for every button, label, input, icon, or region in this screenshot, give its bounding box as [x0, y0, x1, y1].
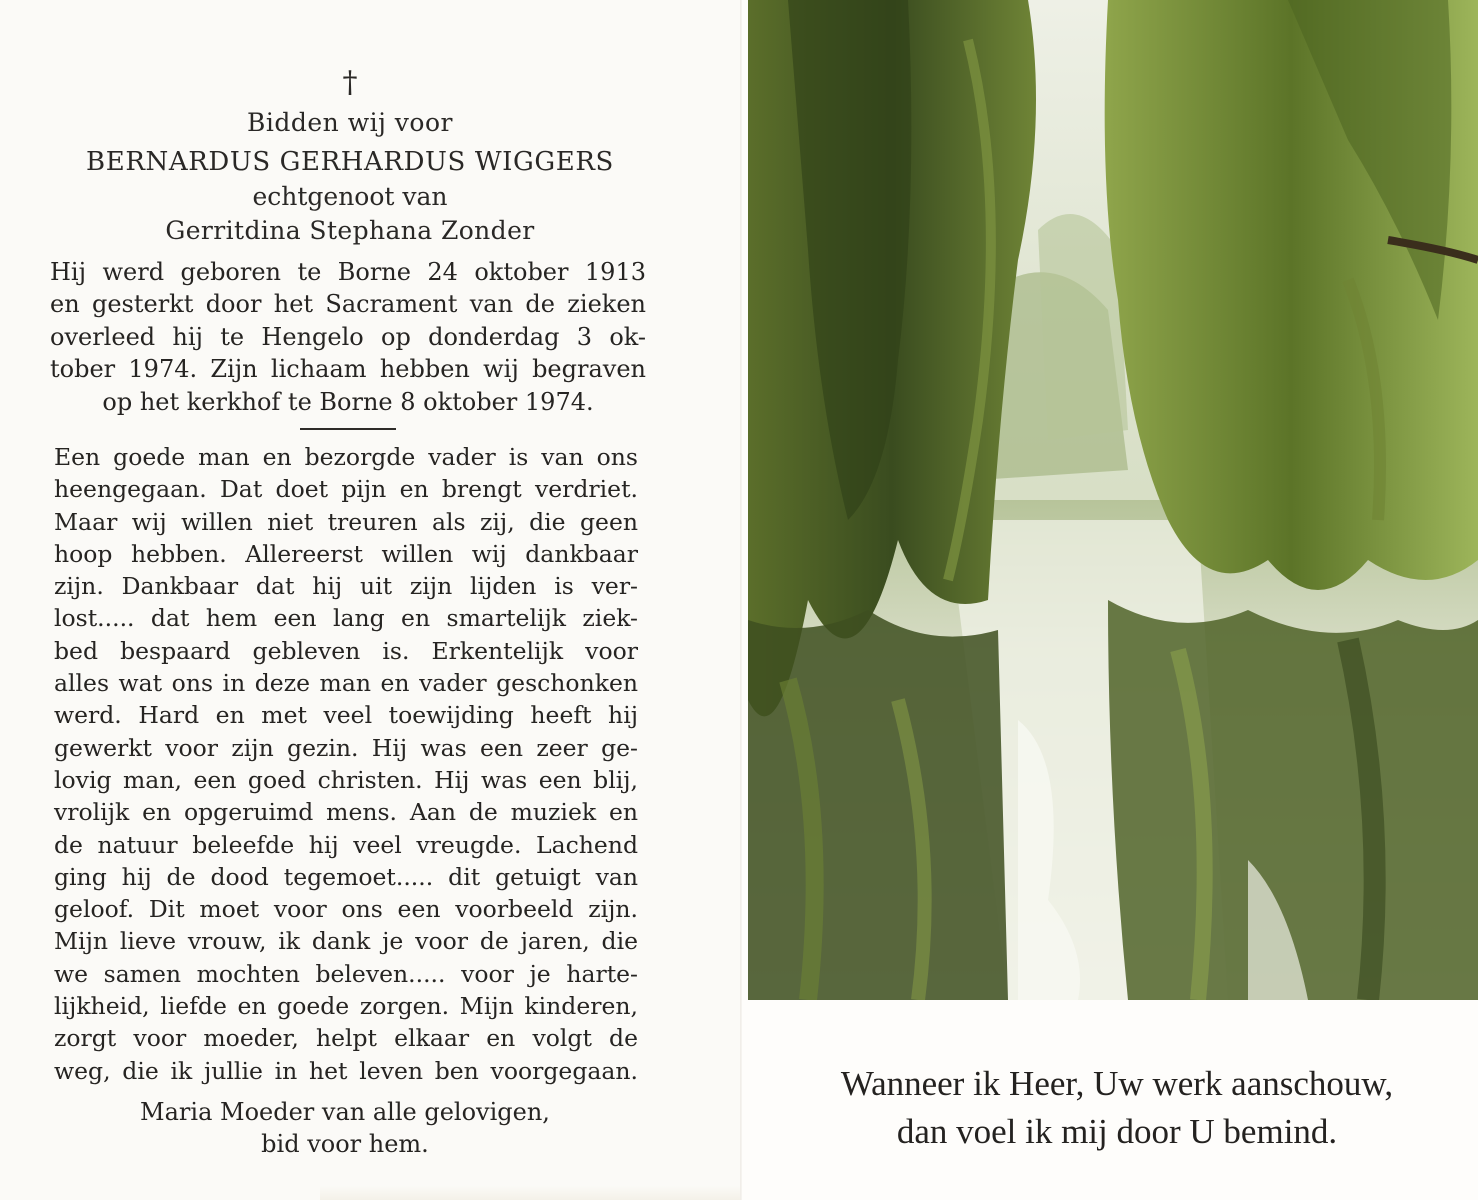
memorial-line: Een goede man en bezorgde vader is van ons	[54, 443, 638, 471]
memorial-line: lost..... dat hem een lang en smartelijk ziek-	[54, 604, 638, 633]
closing-prayer-line: bid voor hem.	[261, 1130, 429, 1158]
memorial-line: alles wat ons in deze man en vader geschonken	[54, 669, 638, 698]
bio-line: op het kerkhof te Borne 8 oktober 1974.	[102, 387, 594, 416]
cross-icon: †	[342, 65, 358, 100]
memorial-line: geloof. Dit moet voor ons een voorbeeld zijn.	[54, 895, 638, 924]
memorial-line: de natuur beleefde hij veel vreugde. Lachend	[54, 830, 638, 859]
spouse-name: Gerritdina Stephana Zonder	[165, 216, 535, 245]
deceased-name: BERNARDUS GERHARDUS WIGGERS	[86, 147, 614, 177]
biography-paragraph	[50, 256, 646, 418]
bio-line: overleed hij te Hengelo op donderdag 3 ok-	[50, 322, 646, 351]
memorial-line: lijkheid, liefde en goede zorgen. Mijn kinderen,	[54, 992, 638, 1021]
memorial-line: weg, die ik jullie in het leven ben voorgegaan.	[54, 1056, 638, 1085]
memorial-line: gewerkt voor zijn gezin. Hij was een zeer ge-	[54, 733, 638, 762]
willow-pond-photo	[748, 0, 1478, 1000]
verse-line: Wanneer ik Heer, Uw werk aanschouw,	[840, 1064, 1394, 1103]
willow-pond-illustration	[748, 0, 1478, 1000]
verse-line: dan voel ik mij door U bemind.	[896, 1112, 1338, 1151]
memorial-text-paragraph	[54, 441, 638, 1087]
memorial-line: Mijn lieve vrouw, ik dank je voor de jaren, die	[54, 927, 638, 956]
memorial-line: ging hij de dood tegemoet..... dit getuigt van	[54, 862, 638, 891]
closing-prayer-line: Maria Moeder van alle gelovigen,	[140, 1098, 550, 1126]
memorial-line: heengegaan. Dat doet pijn en brengt verdriet.	[54, 475, 638, 504]
memorial-line: Maar wij willen niet treuren als zij, die geen	[54, 507, 638, 536]
memorial-line: we samen mochten beleven..... voor je harte-	[54, 959, 638, 988]
bio-line: en gesterkt door het Sacrament van de zieken	[50, 290, 646, 319]
bio-line: tober 1974. Zijn lichaam hebben wij begraven	[50, 355, 646, 384]
section-divider	[300, 428, 396, 430]
spouse-label: echtgenoot van	[252, 182, 448, 211]
memorial-line: vrolijk en opgeruimd mens. Aan de muziek en	[54, 798, 638, 827]
memorial-line: zorgt voor moeder, helpt elkaar en volgt de	[54, 1024, 638, 1053]
memorial-line: zijn. Dankbaar dat hij uit zijn lijden is ver-	[54, 572, 638, 601]
memorial-line: werd. Hard en met veel toewijding heeft hij	[54, 701, 638, 730]
memorial-line: lovig man, een goed christen. Hij was een blij,	[54, 765, 638, 794]
bio-line: Hij werd geboren te Borne 24 oktober 1913	[50, 258, 646, 286]
memorial-line: hoop hebben. Allereerst willen wij dankbaar	[54, 539, 638, 568]
prayer-intro: Bidden wij voor	[247, 108, 453, 137]
memorial-line: bed bespaard gebleven is. Erkentelijk voor	[54, 636, 638, 665]
paper-edge-smudge	[320, 1186, 740, 1200]
